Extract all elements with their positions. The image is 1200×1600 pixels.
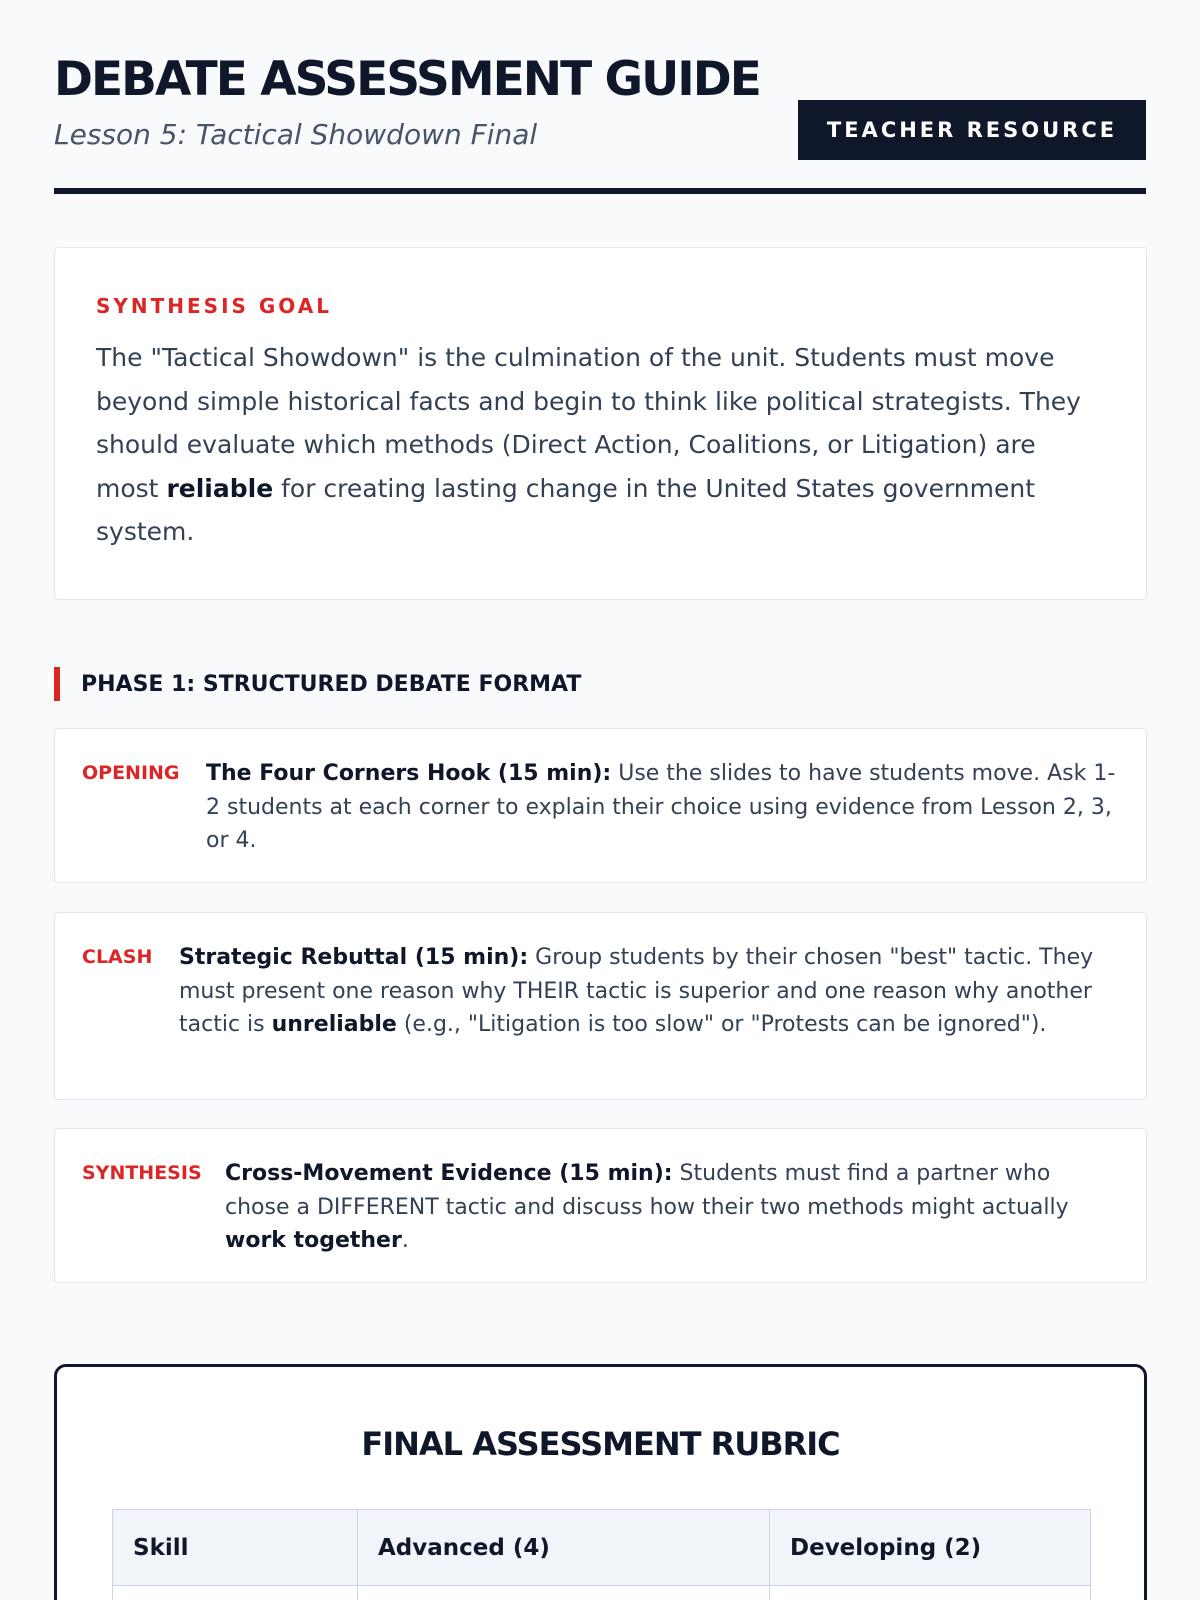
rubric-col-developing: Developing (2)	[770, 1510, 1091, 1586]
rubric-col-skill: Skill	[113, 1510, 358, 1586]
rubric-header-row	[113, 1510, 1091, 1586]
step-body	[179, 941, 1116, 1099]
step-text-before: Group students by their chosen "best" tactic. They must present one reason why THEIR tactic is superior and one reason why another tactic is	[179, 945, 1094, 1037]
step-opening	[54, 728, 1147, 883]
table-cell	[358, 1586, 770, 1600]
step-title: Strategic Rebuttal (15 min):	[179, 945, 529, 970]
step-text-bold: unreliable	[271, 1012, 397, 1037]
page-title: DEBATE ASSESSMENT GUIDE	[54, 52, 760, 107]
step-text-after: (e.g., "Litigation is too slow" or "Protests can be ignored").	[396, 1012, 1047, 1037]
step-title: Cross-Movement Evidence (15 min):	[225, 1161, 673, 1186]
step-text-after: .	[401, 1228, 409, 1253]
step-tag: OPENING	[82, 762, 180, 784]
step-title: The Four Corners Hook (15 min):	[206, 761, 612, 786]
step-tag: SYNTHESIS	[82, 1162, 202, 1184]
table-cell	[770, 1586, 1091, 1600]
header	[54, 0, 1146, 194]
step-clash	[54, 912, 1147, 1100]
synthesis-goal-label: SYNTHESIS GOAL	[96, 294, 332, 318]
step-body	[225, 1157, 1116, 1282]
synthesis-goal-text	[96, 336, 1106, 554]
goal-text-before: The "Tactical Showdown" is the culmination of the unit. Students must move beyond simple historical facts and begin to think like political strategists. They should evaluate which methods (Direct Action, Coalitions, or Litigation) are most	[96, 343, 1081, 503]
step-text: Use the slides to have students move. Ask 1-2 students at each corner to explain their choice using evidence from Lesson 2, 3, or 4.	[206, 761, 1116, 853]
table-row	[113, 1586, 1091, 1600]
step-text-before: Students must find a partner who chose a DIFFERENT tactic and discuss how their two methods might actually	[225, 1161, 1069, 1220]
synthesis-goal-card	[54, 247, 1147, 600]
phase-1-heading: PHASE 1: STRUCTURED DEBATE FORMAT	[54, 667, 581, 701]
table-cell	[113, 1586, 358, 1600]
teacher-resource-badge: TEACHER RESOURCE	[798, 100, 1146, 160]
goal-text-after: for creating lasting change in the United States government system.	[96, 473, 1036, 546]
rubric-title: FINAL ASSESSMENT RUBRIC	[361, 1425, 840, 1463]
rubric-table	[112, 1509, 1091, 1600]
goal-text-bold: reliable	[166, 473, 274, 503]
rubric-card	[54, 1364, 1147, 1600]
step-text-bold: work together	[225, 1228, 402, 1253]
step-synthesis	[54, 1128, 1147, 1283]
rubric-col-advanced: Advanced (4)	[358, 1510, 770, 1586]
step-tag: CLASH	[82, 946, 153, 968]
page-subtitle: Lesson 5: Tactical Showdown Final	[54, 118, 538, 151]
step-body	[206, 757, 1116, 882]
